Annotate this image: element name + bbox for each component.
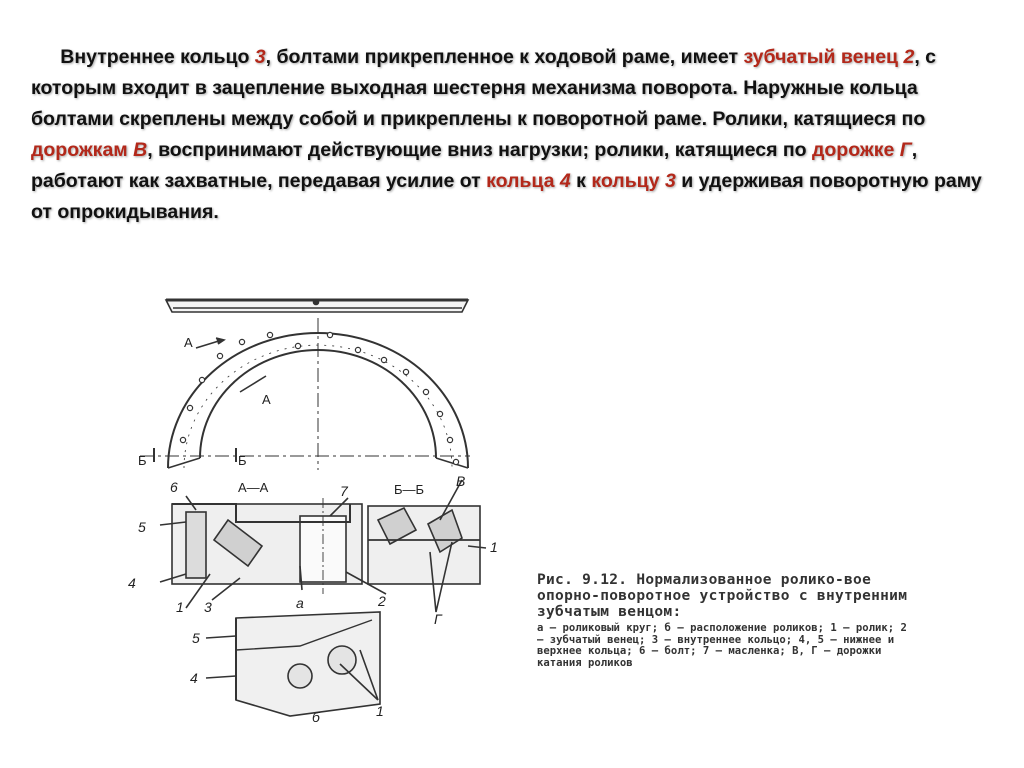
label-4-detail: 4 (190, 670, 198, 686)
label-A-inner: А (262, 392, 271, 407)
label-B-left: Б (138, 453, 147, 468)
label-5-detail: 5 (192, 630, 200, 646)
label-6: 6 (170, 479, 178, 495)
text-run: и удерживая поворотную раму от опрокидывания. (31, 170, 982, 223)
ref-number: 4 (559, 170, 571, 192)
text-run: , болтами прикрепленное к ходовой раме, имеет (265, 46, 744, 68)
label-A-top: А (184, 335, 193, 350)
text-run: , работают как захватные, передавая усилие от (31, 139, 918, 192)
text-run: Внутреннее кольцо (60, 46, 255, 68)
label-section-AA: А—А (238, 480, 269, 495)
label-4: 4 (128, 575, 136, 591)
highlight-term: зубчатый венец (743, 46, 904, 68)
highlight-term: дорожкам (31, 139, 134, 161)
label-2: 2 (378, 593, 386, 609)
ref-number: 3 (254, 46, 266, 68)
label-b: б (312, 709, 320, 725)
caption-title: Рис. 9.12. Нормализованное ролико-вое опорно-поворотное устройство с внутренним зубчатым венцом: (537, 572, 908, 620)
ref-number: 2 (903, 46, 915, 68)
text-run: , с которым входит в зацепление выходная шестерня механизма поворота. Наружные кольца болтами скреплены между собой и прикреплены к поворотной раме. Ролики, катящиеся по (31, 46, 937, 130)
label-5: 5 (138, 519, 146, 535)
ref-letter: Г (899, 139, 912, 161)
label-a: а (296, 595, 304, 611)
figure-caption (537, 572, 917, 669)
label-B-right: Б (238, 453, 247, 468)
highlight-term: кольца (486, 170, 560, 192)
label-7: 7 (340, 483, 348, 499)
ref-letter: В (133, 139, 148, 161)
text-run: к (570, 170, 592, 192)
label-G: Г (434, 611, 442, 627)
label-V: В (456, 473, 466, 489)
ref-number: 3 (664, 170, 676, 192)
label-1-detail: 1 (376, 703, 384, 719)
highlight-term: кольцу (591, 170, 665, 192)
label-1-right: 1 (490, 539, 498, 555)
label-3: 3 (204, 599, 212, 615)
highlight-term: дорожке (812, 139, 900, 161)
label-1: 1 (176, 599, 184, 615)
label-section-BB: Б—Б (394, 482, 425, 497)
caption-legend: а — роликовый круг; б — расположение роликов; 1 — ролик; 2 — зубчатый венец; 3 — внутреннее кольцо; 4, 5 — нижнее и верхнее кольца; 6 — болт; 7 — масленка; В, Г — дорожки катания роликов (537, 622, 907, 669)
text-run: , воспринимают действующие вниз нагрузки; ролики, катящиеся по (147, 139, 813, 161)
